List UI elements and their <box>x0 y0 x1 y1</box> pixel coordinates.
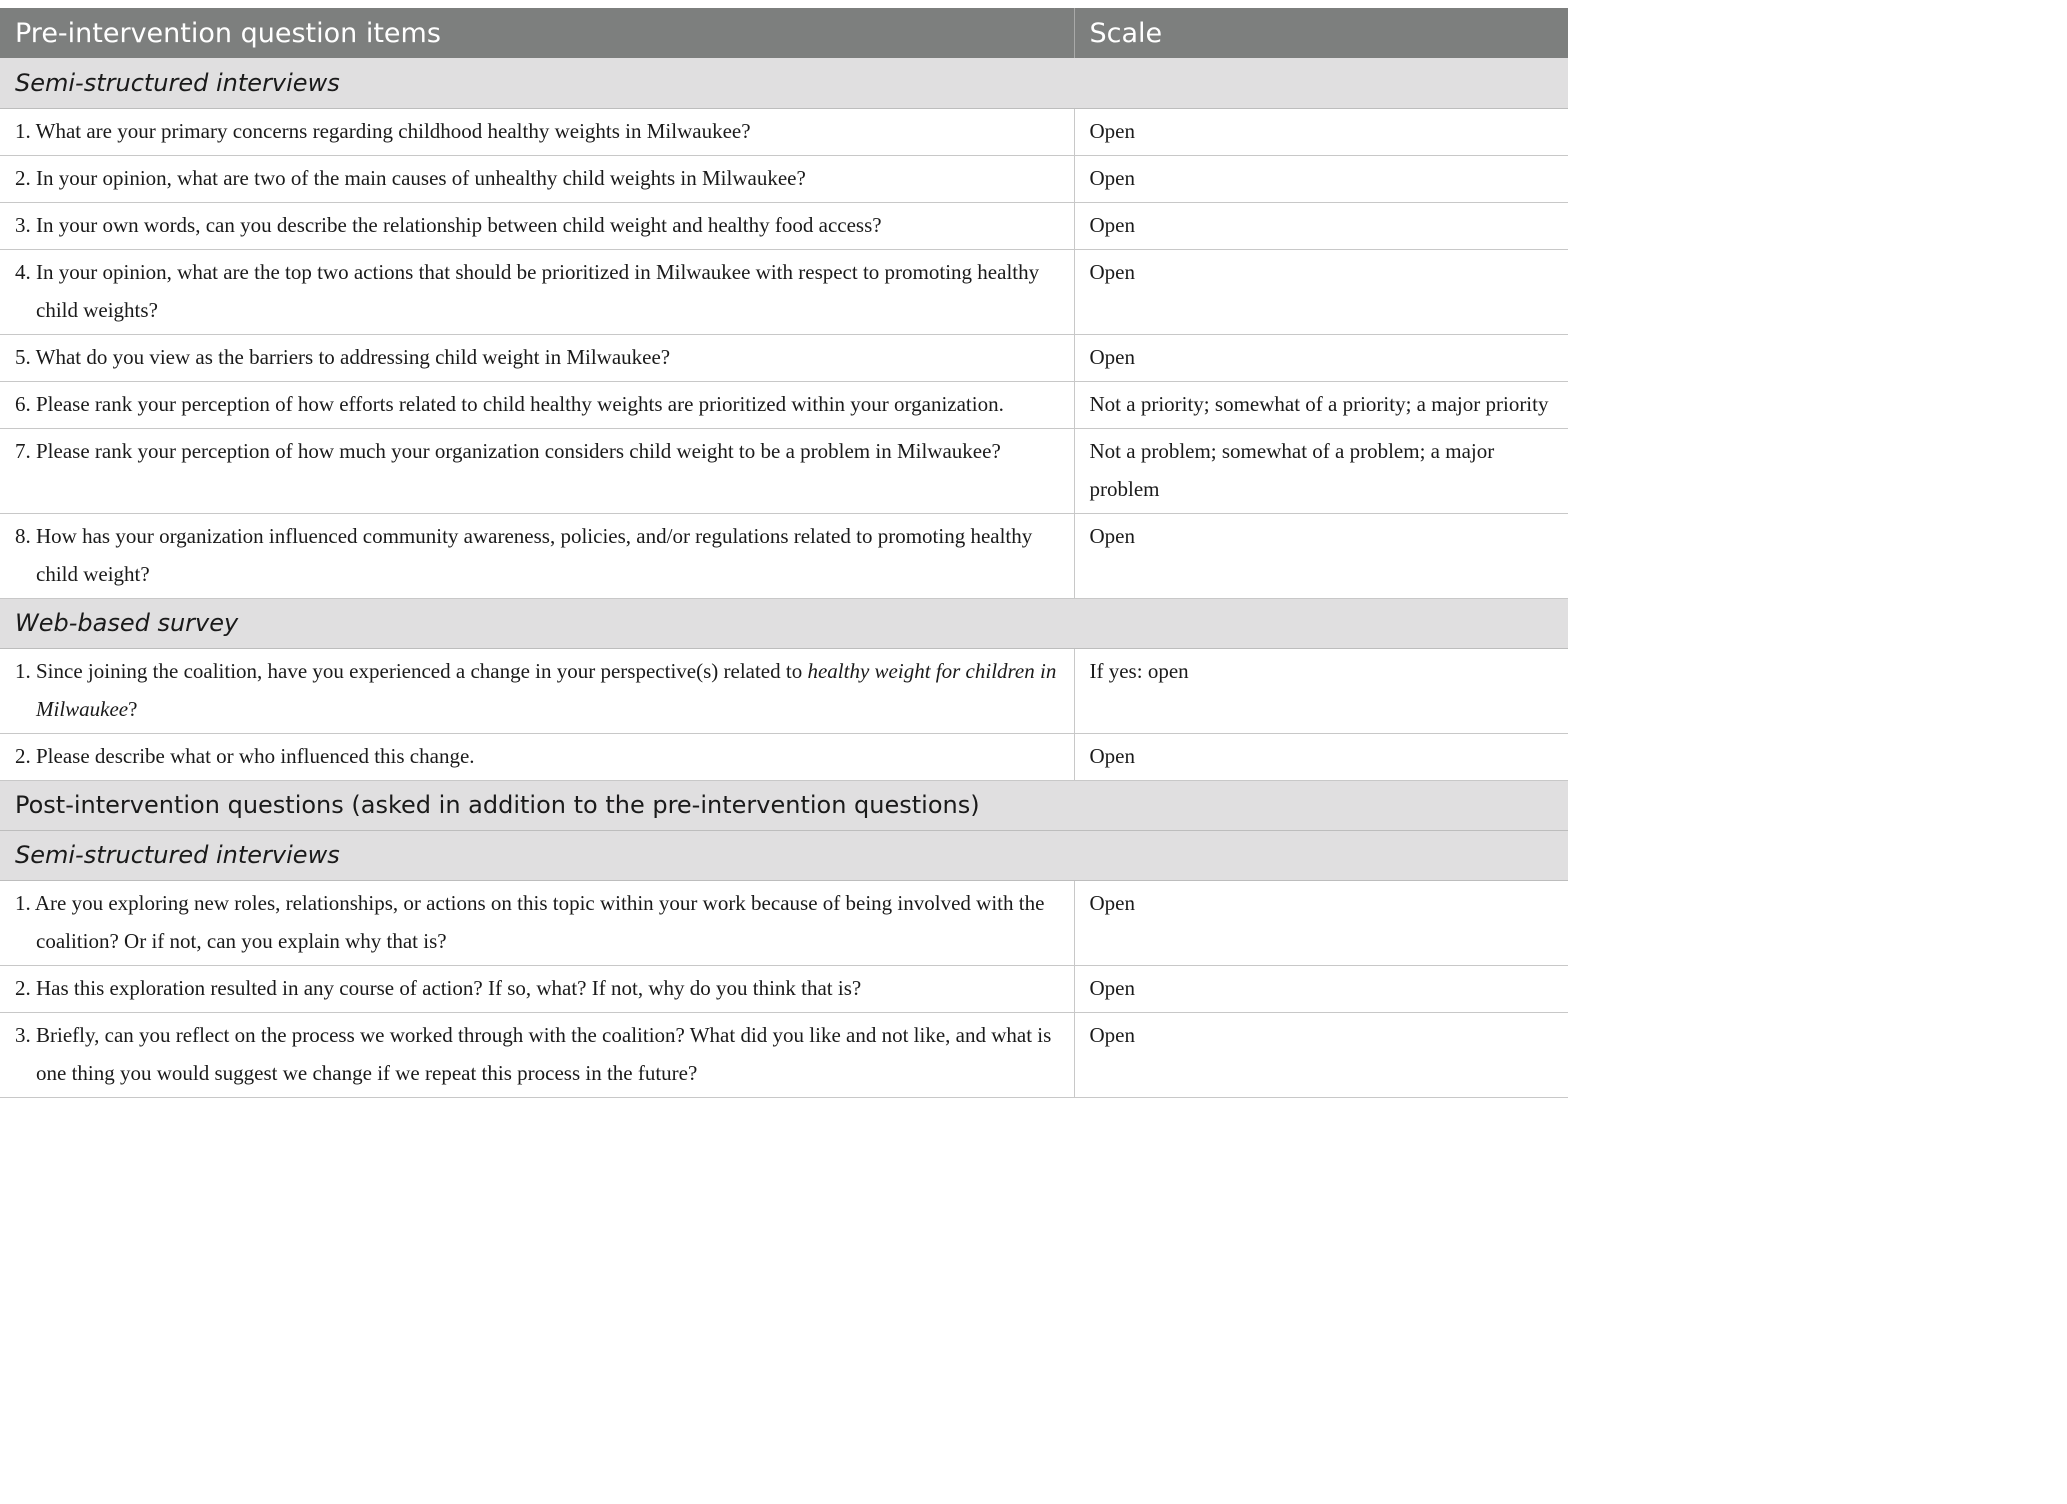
table-row <box>0 249 1568 334</box>
scale-cell: Open <box>1074 108 1568 155</box>
section-row <box>0 830 1568 880</box>
table-row <box>0 965 1568 1012</box>
question-text: 1. Since joining the coalition, have you experienced a change in your perspective(s) related to <box>15 658 808 683</box>
scale-cell: Open <box>1074 513 1568 598</box>
question-cell: 1. Are you exploring new roles, relationships, or actions on this topic within your work because of being involved with the coalition? Or if not, can you explain why that is? <box>0 880 1074 965</box>
question-cell: 3. Briefly, can you reflect on the process we worked through with the coalition? What did you like and not like, and what is one thing you would suggest we change if we repeat this process in the future? <box>0 1012 1074 1097</box>
section-title-semi-structured-pre: Semi-structured interviews <box>0 58 1568 108</box>
table-row <box>0 202 1568 249</box>
question-cell: 4. In your opinion, what are the top two actions that should be prioritized in Milwaukee with respect to promoting healthy child weights? <box>0 249 1074 334</box>
question-cell: 2. In your opinion, what are two of the main causes of unhealthy child weights in Milwaukee? <box>0 155 1074 202</box>
scale-cell: Open <box>1074 249 1568 334</box>
header-scale: Scale <box>1074 8 1568 58</box>
question-cell: 3. In your own words, can you describe the relationship between child weight and healthy food access? <box>0 202 1074 249</box>
section-row <box>0 58 1568 108</box>
question-cell: 2. Please describe what or who influenced this change. <box>0 733 1074 780</box>
question-text-end: ? <box>128 696 138 721</box>
scale-cell: Not a problem; somewhat of a problem; a major problem <box>1074 428 1568 513</box>
section-row <box>0 598 1568 648</box>
table-row <box>0 880 1568 965</box>
scale-cell: Open <box>1074 202 1568 249</box>
question-cell: 2. Has this exploration resulted in any course of action? If so, what? If not, why do you think that is? <box>0 965 1074 1012</box>
header-question-items: Pre-intervention question items <box>0 8 1074 58</box>
table-row <box>0 513 1568 598</box>
table-row <box>0 108 1568 155</box>
section-title-web-based-survey: Web-based survey <box>0 598 1568 648</box>
table-row <box>0 733 1568 780</box>
table-row <box>0 648 1568 733</box>
question-cell: 1. What are your primary concerns regarding childhood healthy weights in Milwaukee? <box>0 108 1074 155</box>
table-header-row <box>0 8 1568 58</box>
section-title-semi-structured-post: Semi-structured interviews <box>0 830 1568 880</box>
table-row <box>0 334 1568 381</box>
section-title-post-intervention: Post-intervention questions (asked in addition to the pre-intervention questions) <box>0 780 1568 830</box>
table-row <box>0 1012 1568 1097</box>
table-row <box>0 381 1568 428</box>
question-cell <box>0 648 1074 733</box>
question-emphasis: healthy weight for children in Milwaukee <box>36 658 1057 721</box>
table-row <box>0 428 1568 513</box>
scale-cell: If yes: open <box>1074 648 1568 733</box>
scale-cell: Open <box>1074 733 1568 780</box>
question-items-table <box>0 8 1568 1098</box>
section-row <box>0 780 1568 830</box>
question-cell: 8. How has your organization influenced community awareness, policies, and/or regulations related to promoting healthy child weight? <box>0 513 1074 598</box>
table-row <box>0 155 1568 202</box>
question-cell: 5. What do you view as the barriers to addressing child weight in Milwaukee? <box>0 334 1074 381</box>
scale-cell: Not a priority; somewhat of a priority; a major priority <box>1074 381 1568 428</box>
scale-cell: Open <box>1074 965 1568 1012</box>
scale-cell: Open <box>1074 880 1568 965</box>
question-cell: 7. Please rank your perception of how much your organization considers child weight to be a problem in Milwaukee? <box>0 428 1074 513</box>
question-cell: 6. Please rank your perception of how efforts related to child healthy weights are prioritized within your organization. <box>0 381 1074 428</box>
scale-cell: Open <box>1074 155 1568 202</box>
scale-cell: Open <box>1074 1012 1568 1097</box>
scale-cell: Open <box>1074 334 1568 381</box>
